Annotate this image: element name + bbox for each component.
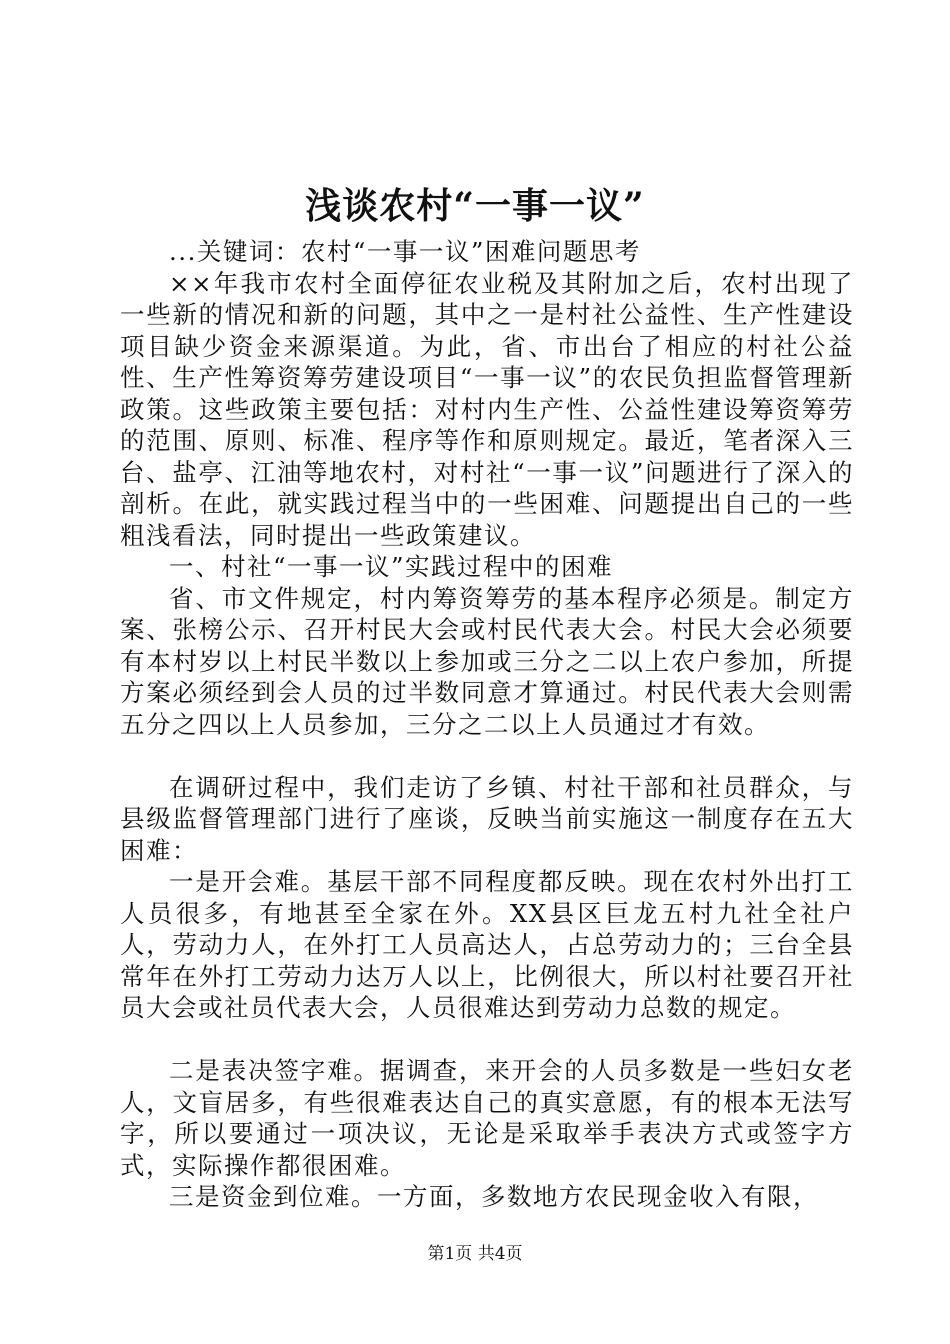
body-paragraph: ××年我市农村全面停征农业税及其附加之后，农村出现了一些新的情况和新的问题，其中之一是村社公益性、生产性建设项目缺少资金来源渠道。为此，省、市出台了相应的村社公益性、生产性筹资筹劳建设项目“一事一议”的农民负担监督管理新政策。这些政策主要包括：对村内生产性、公益性建设筹资筹劳的范围、原则、标准、程序等作和原则规定。最近，笔者深入三台、盐亭、江油等地农村，对村社“一事一议”问题进行了深入的剖析。在此，就实践过程当中的一些困难、问题提出自己的一些粗浅看法，同时提出一些政策建议。 [120, 268, 854, 550]
document-body [120, 236, 854, 1213]
section-heading: 一、村社“一事一议”实践过程中的困难 [169, 552, 614, 581]
body-paragraph: 二是表决签字难。据调查，来开会的人员多数是一些妇女老人，文盲居多，有些很难表达自己的真实意愿，有的根本无法写字，所以要通过一项决议，无论是采取举手表决方式或签字方式，实际操作都很困难。 [120, 1056, 854, 1180]
document-title: 浅谈农村“一事一议” [305, 185, 645, 227]
body-paragraph: 一是开会难。基层干部不同程度都反映。现在农村外出打工人员很多，有地甚至全家在外。XX县区巨龙五村九社全社户人，劳动力人，在外打工人员高达人，占总劳动力的；三台全县常年在外打工劳动力达万人以上，比例很大，所以村社要召开社员大会或社员代表大会，人员很难达到劳动力总数的规定。 [120, 867, 854, 1022]
keywords-paragraph: ...关键词：农村“一事一议”困难问题思考 [169, 237, 641, 266]
page-footer: 第1页 共4页 [427, 1244, 523, 1264]
body-paragraph: 在调研过程中，我们走访了乡镇、村社干部和社员群众，与县级监督管理部门进行了座谈，反映当前实施这一制度存在五大困难： [120, 772, 854, 865]
body-paragraph: 省、市文件规定，村内筹资筹劳的基本程序必须是。制定方案、张榜公示、召开村民大会或村民代表大会。村民大会必须要有本村岁以上村民半数以上参加或三分之二以上农户参加，所提方案必须经到会人员的过半数同意才算通过。村民代表大会则需五分之四以上人员参加，三分之二以上人员通过才有效。 [120, 583, 854, 739]
body-paragraph: 三是资金到位难。一方面，多数地方农民现金收入有限， [169, 1182, 819, 1211]
